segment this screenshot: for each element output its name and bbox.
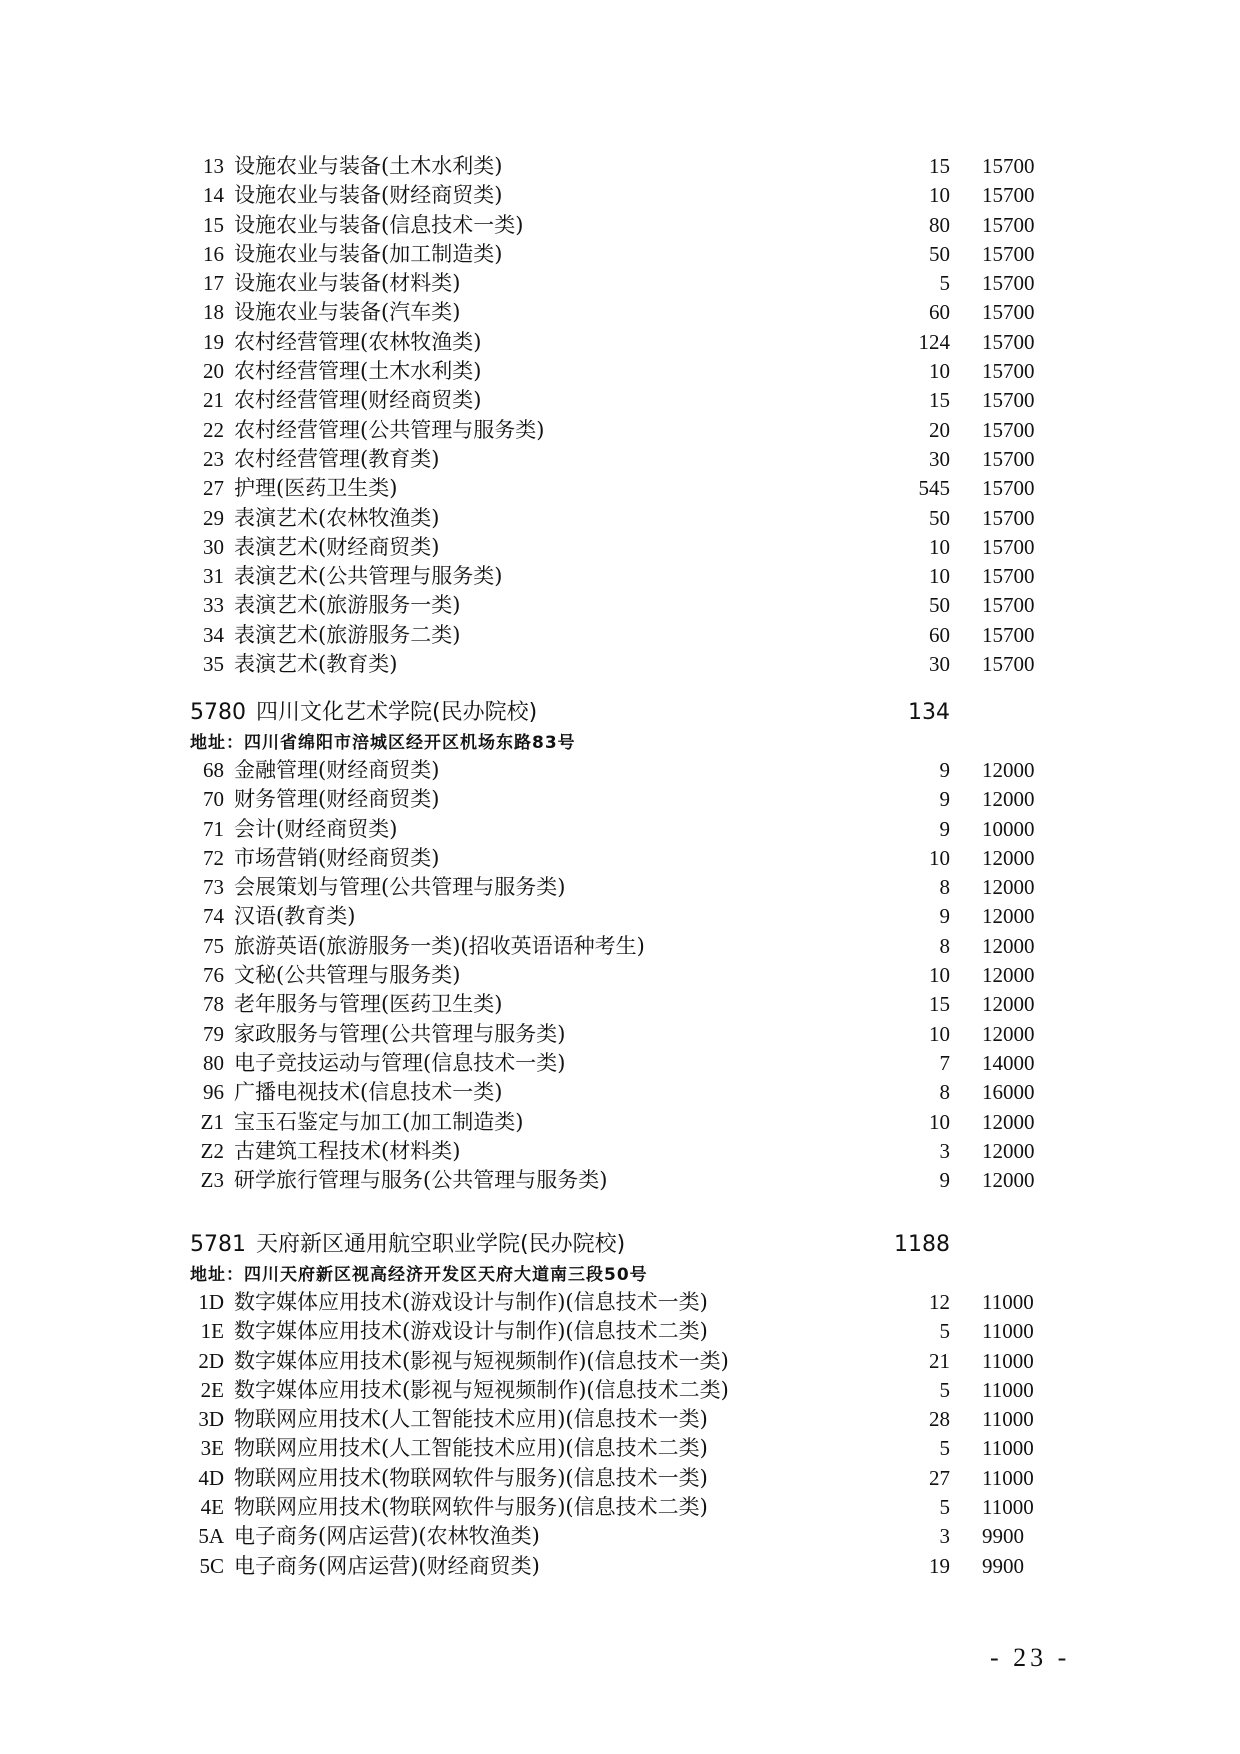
program-name: 设施农业与装备(材料类) — [234, 271, 461, 296]
program-row — [0, 650, 1240, 679]
program-code: 34 — [203, 622, 224, 647]
school-section-5780 — [0, 696, 1240, 1195]
program-name: 家政服务与管理(公共管理与服务类) — [234, 1021, 566, 1046]
program-name: 表演艺术(农林牧渔类) — [234, 505, 440, 530]
enrollment-count: 5 — [939, 271, 950, 296]
tuition-fee: 15700 — [982, 300, 1035, 325]
tuition-fee: 15700 — [982, 241, 1035, 266]
school-code: 5780 — [190, 700, 246, 725]
program-name: 古建筑工程技术(材料类) — [234, 1138, 461, 1163]
program-code: 16 — [203, 241, 224, 266]
enrollment-count: 30 — [929, 446, 950, 471]
program-code: Z2 — [200, 1138, 224, 1163]
program-code: Z3 — [200, 1168, 224, 1193]
tuition-fee: 14000 — [982, 1050, 1035, 1075]
program-code: 74 — [203, 904, 224, 929]
program-row — [0, 844, 1240, 873]
tuition-fee: 12000 — [982, 992, 1035, 1017]
program-name: 会展策划与管理(公共管理与服务类) — [234, 875, 566, 900]
program-name: 市场营销(财经商贸类) — [234, 845, 440, 870]
program-row — [0, 1347, 1240, 1376]
enrollment-count: 60 — [929, 622, 950, 647]
program-code: 79 — [203, 1021, 224, 1046]
tuition-fee: 11000 — [982, 1348, 1034, 1373]
tuition-fee: 15700 — [982, 154, 1035, 178]
page-number: - 23 - — [990, 1643, 1071, 1672]
enrollment-count: 27 — [929, 1465, 950, 1490]
tuition-fee: 15700 — [982, 534, 1035, 559]
enrollment-count: 60 — [929, 300, 950, 325]
enrollment-count: 15 — [929, 154, 950, 178]
enrollment-count: 5 — [939, 1495, 950, 1520]
program-code: 78 — [203, 992, 224, 1017]
program-name: 农村经营管理(农林牧渔类) — [234, 329, 482, 354]
tuition-fee: 12000 — [982, 787, 1035, 812]
program-name: 表演艺术(旅游服务二类) — [234, 622, 461, 647]
enrollment-count: 545 — [918, 476, 950, 501]
program-code: 13 — [203, 154, 224, 178]
enrollment-count: 3 — [939, 1524, 950, 1549]
program-name: 汉语(教育类) — [234, 904, 356, 929]
program-name: 数字媒体应用技术(游戏设计与制作)(信息技术二类) — [234, 1319, 708, 1344]
tuition-fee: 12000 — [982, 1021, 1035, 1046]
program-row — [0, 815, 1240, 844]
tuition-fee: 12000 — [982, 904, 1035, 929]
program-code: 5C — [199, 1553, 224, 1578]
enrollment-count: 3 — [939, 1138, 950, 1163]
tuition-fee: 15700 — [982, 505, 1035, 530]
program-row — [0, 1020, 1240, 1049]
school-address: 地址：四川天府新区视高经济开发区天府大道南三段50号 — [190, 1265, 648, 1285]
program-code: 73 — [203, 875, 224, 900]
program-name: 旅游英语(旅游服务一类)(招收英语语种考生) — [234, 933, 645, 958]
program-code: Z1 — [200, 1109, 224, 1134]
tuition-fee: 15700 — [982, 476, 1035, 501]
program-row — [0, 873, 1240, 902]
enrollment-count: 10 — [929, 564, 950, 589]
enrollment-count: 9 — [939, 1168, 950, 1193]
program-row — [0, 562, 1240, 591]
program-row — [0, 756, 1240, 785]
program-row — [0, 591, 1240, 620]
program-code: 18 — [203, 300, 224, 325]
enrollment-count: 8 — [939, 1080, 950, 1105]
program-code: 29 — [203, 505, 224, 530]
tuition-fee: 12000 — [982, 1168, 1035, 1193]
program-name: 设施农业与装备(财经商贸类) — [234, 183, 503, 208]
program-row — [0, 1166, 1240, 1195]
tuition-fee: 11000 — [982, 1407, 1034, 1432]
program-code: 70 — [203, 787, 224, 812]
program-code: 3E — [200, 1436, 224, 1461]
program-name: 农村经营管理(财经商贸类) — [234, 388, 482, 413]
tuition-fee: 11000 — [982, 1290, 1034, 1314]
program-code: 3D — [198, 1407, 224, 1432]
program-row — [0, 298, 1240, 327]
program-name: 农村经营管理(教育类) — [234, 446, 440, 471]
program-row — [0, 1464, 1240, 1493]
tuition-fee: 15700 — [982, 212, 1035, 237]
program-row — [0, 474, 1240, 503]
enrollment-count: 8 — [939, 875, 950, 900]
program-name: 数字媒体应用技术(影视与短视频制作)(信息技术二类) — [234, 1377, 729, 1402]
enrollment-count: 9 — [939, 904, 950, 929]
enrollment-count: 9 — [939, 816, 950, 841]
tuition-fee: 15700 — [982, 329, 1035, 354]
program-code: 4E — [200, 1495, 224, 1520]
enrollment-count: 10 — [929, 845, 950, 870]
tuition-fee: 11000 — [982, 1495, 1034, 1520]
program-name: 老年服务与管理(医药卫生类) — [234, 992, 503, 1017]
school-total: 134 — [908, 700, 950, 725]
program-row — [0, 1288, 1240, 1317]
school-header — [0, 696, 1240, 730]
program-name: 表演艺术(财经商贸类) — [234, 534, 440, 559]
enrollment-count: 15 — [929, 992, 950, 1017]
enrollment-count: 15 — [929, 388, 950, 413]
program-row — [0, 902, 1240, 931]
program-row — [0, 445, 1240, 474]
program-row — [0, 1552, 1240, 1581]
program-name: 设施农业与装备(加工制造类) — [234, 241, 503, 266]
program-name: 电子商务(网店运营)(财经商贸类) — [234, 1553, 540, 1578]
program-row — [0, 328, 1240, 357]
enrollment-count: 124 — [918, 329, 950, 354]
program-row — [0, 1493, 1240, 1522]
school-name: 四川文化艺术学院(民办院校) — [256, 700, 538, 725]
program-code: 14 — [203, 183, 224, 208]
program-row — [0, 785, 1240, 814]
program-name: 数字媒体应用技术(游戏设计与制作)(信息技术一类) — [234, 1290, 708, 1314]
enrollment-count: 10 — [929, 183, 950, 208]
enrollment-count: 19 — [929, 1553, 950, 1578]
enrollment-count: 10 — [929, 963, 950, 988]
program-name: 物联网应用技术(人工智能技术应用)(信息技术二类) — [234, 1436, 708, 1461]
program-row — [0, 621, 1240, 650]
program-code: 23 — [203, 446, 224, 471]
program-row — [0, 416, 1240, 445]
program-code: 4D — [198, 1465, 224, 1490]
tuition-fee: 15700 — [982, 446, 1035, 471]
tuition-fee: 15700 — [982, 564, 1035, 589]
enrollment-count: 12 — [929, 1290, 950, 1314]
school-code: 5781 — [190, 1232, 246, 1257]
tuition-fee: 15700 — [982, 622, 1035, 647]
enrollment-count: 10 — [929, 359, 950, 384]
enrollment-count: 8 — [939, 933, 950, 958]
program-code: 33 — [203, 593, 224, 618]
program-name: 护理(医药卫生类) — [234, 476, 398, 501]
program-name: 宝玉石鉴定与加工(加工制造类) — [234, 1109, 524, 1134]
tuition-fee: 12000 — [982, 933, 1035, 958]
program-name: 研学旅行管理与服务(公共管理与服务类) — [234, 1168, 608, 1193]
program-name: 表演艺术(教育类) — [234, 652, 398, 677]
program-name: 广播电视技术(信息技术一类) — [234, 1080, 503, 1105]
program-code: 35 — [203, 652, 224, 677]
program-code: 15 — [203, 212, 224, 237]
program-code: 96 — [203, 1080, 224, 1105]
enrollment-count: 50 — [929, 593, 950, 618]
program-code: 27 — [203, 476, 224, 501]
tuition-fee: 15700 — [982, 359, 1035, 384]
program-code: 19 — [203, 329, 224, 354]
program-code: 76 — [203, 963, 224, 988]
program-name: 设施农业与装备(汽车类) — [234, 300, 461, 325]
school-name: 天府新区通用航空职业学院(民办院校) — [256, 1232, 626, 1257]
program-row — [0, 533, 1240, 562]
enrollment-count: 20 — [929, 417, 950, 442]
program-row — [0, 1317, 1240, 1346]
tuition-fee: 12000 — [982, 1138, 1035, 1163]
tuition-fee: 15700 — [982, 417, 1035, 442]
tuition-fee: 16000 — [982, 1080, 1035, 1105]
enrollment-count: 50 — [929, 505, 950, 530]
enrollment-count: 10 — [929, 1109, 950, 1134]
program-code: 68 — [203, 758, 224, 782]
program-code: 75 — [203, 933, 224, 958]
program-list — [0, 756, 1240, 1195]
program-row — [0, 1522, 1240, 1551]
continued-program-list — [0, 152, 1240, 679]
tuition-fee: 12000 — [982, 875, 1035, 900]
enrollment-count: 5 — [939, 1436, 950, 1461]
program-code: 2E — [200, 1377, 224, 1402]
school-header — [0, 1228, 1240, 1262]
tuition-fee: 9900 — [982, 1553, 1024, 1578]
program-name: 设施农业与装备(信息技术一类) — [234, 212, 524, 237]
tuition-fee: 12000 — [982, 963, 1035, 988]
program-row — [0, 1405, 1240, 1434]
tuition-fee: 15700 — [982, 388, 1035, 413]
tuition-fee: 11000 — [982, 1436, 1034, 1461]
enrollment-count: 30 — [929, 652, 950, 677]
enrollment-count: 5 — [939, 1319, 950, 1344]
program-name: 设施农业与装备(土木水利类) — [234, 154, 503, 178]
program-code: 17 — [203, 271, 224, 296]
tuition-fee: 15700 — [982, 183, 1035, 208]
program-row — [0, 961, 1240, 990]
program-list — [0, 1288, 1240, 1581]
program-code: 1E — [200, 1319, 224, 1344]
program-row — [0, 1108, 1240, 1137]
tuition-fee: 15700 — [982, 652, 1035, 677]
school-total: 1188 — [894, 1232, 950, 1257]
program-code: 21 — [203, 388, 224, 413]
program-code: 22 — [203, 417, 224, 442]
program-name: 物联网应用技术(物联网软件与服务)(信息技术一类) — [234, 1465, 708, 1490]
program-name: 物联网应用技术(人工智能技术应用)(信息技术一类) — [234, 1407, 708, 1432]
program-row — [0, 211, 1240, 240]
enrollment-count: 9 — [939, 787, 950, 812]
tuition-fee: 11000 — [982, 1377, 1034, 1402]
program-name: 表演艺术(公共管理与服务类) — [234, 564, 503, 589]
tuition-fee: 12000 — [982, 845, 1035, 870]
tuition-fee: 11000 — [982, 1465, 1034, 1490]
tuition-fee: 12000 — [982, 758, 1035, 782]
program-code: 72 — [203, 845, 224, 870]
enrollment-count: 10 — [929, 1021, 950, 1046]
program-row — [0, 1376, 1240, 1405]
program-row — [0, 990, 1240, 1019]
program-row — [0, 1434, 1240, 1463]
program-name: 金融管理(财经商贸类) — [234, 758, 440, 782]
program-code: 20 — [203, 359, 224, 384]
enrollment-count: 10 — [929, 534, 950, 559]
program-name: 物联网应用技术(物联网软件与服务)(信息技术二类) — [234, 1495, 708, 1520]
program-code: 71 — [203, 816, 224, 841]
program-row — [0, 152, 1240, 181]
program-row — [0, 504, 1240, 533]
tuition-fee: 12000 — [982, 1109, 1035, 1134]
program-row — [0, 386, 1240, 415]
program-row — [0, 181, 1240, 210]
program-code: 80 — [203, 1050, 224, 1075]
program-row — [0, 240, 1240, 269]
program-name: 会计(财经商贸类) — [234, 816, 398, 841]
enrollment-count: 5 — [939, 1377, 950, 1402]
enrollment-count: 9 — [939, 758, 950, 782]
program-code: 2D — [198, 1348, 224, 1373]
program-name: 文秘(公共管理与服务类) — [234, 963, 461, 988]
enrollment-count: 50 — [929, 241, 950, 266]
program-row — [0, 1137, 1240, 1166]
program-name: 电子竞技运动与管理(信息技术一类) — [234, 1050, 566, 1075]
program-row — [0, 1078, 1240, 1107]
enrollment-count: 80 — [929, 212, 950, 237]
school-address: 地址：四川省绵阳市涪城区经开区机场东路83号 — [190, 733, 576, 753]
program-code: 30 — [203, 534, 224, 559]
enrollment-count: 7 — [939, 1050, 950, 1075]
program-row — [0, 1049, 1240, 1078]
program-name: 数字媒体应用技术(影视与短视频制作)(信息技术一类) — [234, 1348, 729, 1373]
tuition-fee: 15700 — [982, 593, 1035, 618]
program-name: 财务管理(财经商贸类) — [234, 787, 440, 812]
program-row — [0, 357, 1240, 386]
tuition-fee: 11000 — [982, 1319, 1034, 1344]
enrollment-count: 28 — [929, 1407, 950, 1432]
tuition-fee: 10000 — [982, 816, 1035, 841]
program-name: 农村经营管理(公共管理与服务类) — [234, 417, 545, 442]
program-row — [0, 932, 1240, 961]
program-name: 电子商务(网店运营)(农林牧渔类) — [234, 1524, 540, 1549]
program-name: 表演艺术(旅游服务一类) — [234, 593, 461, 618]
program-row — [0, 269, 1240, 298]
program-name: 农村经营管理(土木水利类) — [234, 359, 482, 384]
program-code: 1D — [198, 1290, 224, 1314]
tuition-fee: 9900 — [982, 1524, 1024, 1549]
tuition-fee: 15700 — [982, 271, 1035, 296]
program-code: 5A — [198, 1524, 224, 1549]
school-section-5781 — [0, 1228, 1240, 1581]
enrollment-count: 21 — [929, 1348, 950, 1373]
program-code: 31 — [203, 564, 224, 589]
